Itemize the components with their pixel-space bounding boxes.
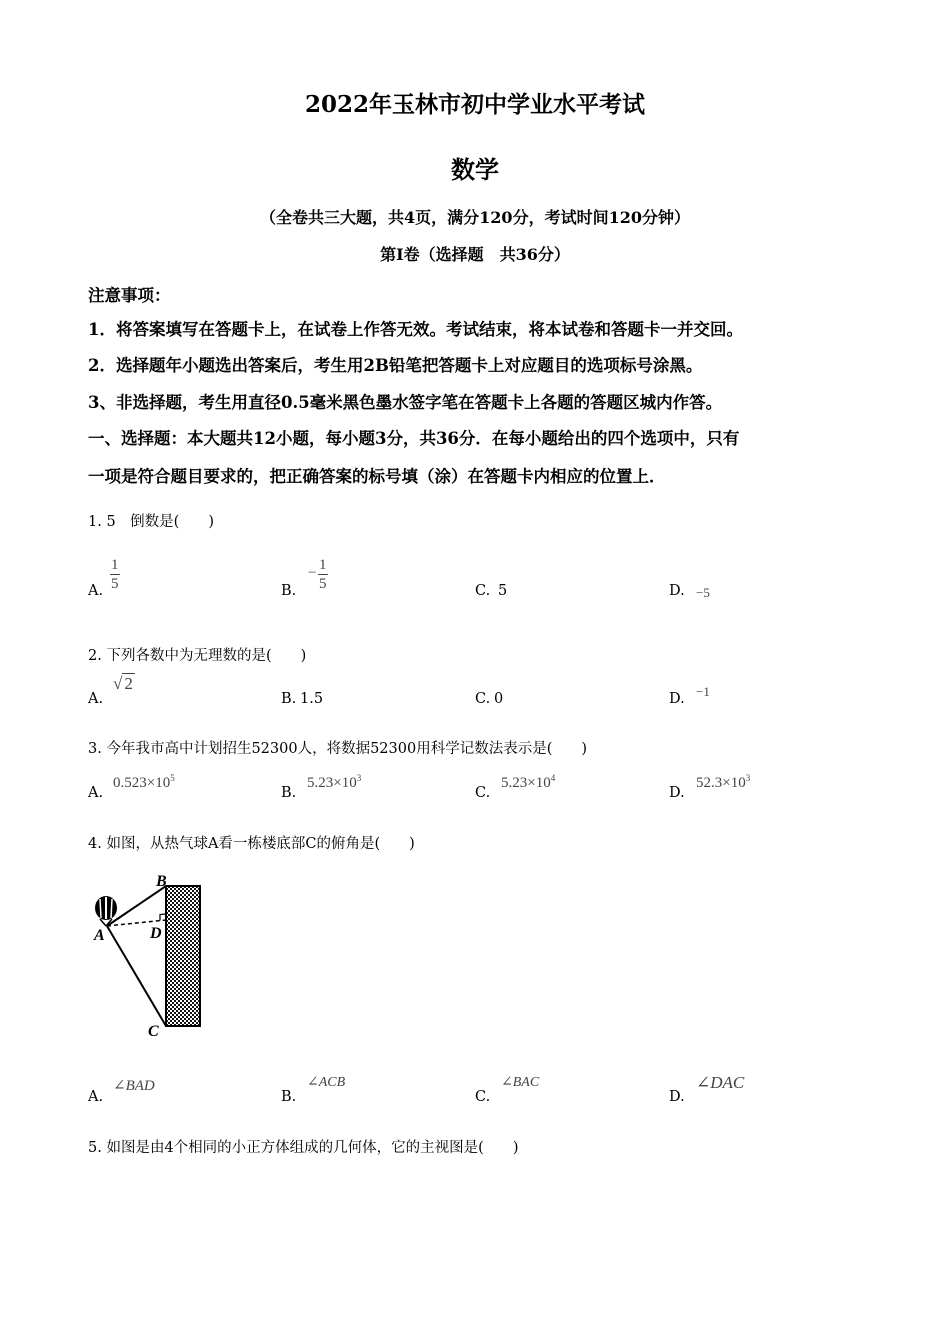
part-title: 第Ⅰ卷（选择题 共36分） [380, 245, 570, 264]
q1-option-a-fraction: $\frac{1}{5}$ [111, 557, 119, 592]
section-instruction-line-2: 一项是符合题目要求的，把正确答案的标号填（涂）在答题卡内相应的位置上． [88, 467, 666, 486]
question-4-options [88, 1073, 848, 1109]
building [166, 886, 200, 1026]
q4-label-c: C. [475, 1089, 491, 1105]
question-4-stem: 4. 如图，从热气球A看一栋楼底部C的俯角是( ) [88, 836, 415, 852]
q3-option-b: $5.23\times 10^3$ [307, 773, 362, 791]
question-1-options [88, 556, 848, 606]
note-item-2: 2．选择题年小题选出答案后，考生用2B铅笔把答题卡上对应题目的选项标号涂黑。 [88, 356, 703, 375]
label-c: C [148, 1023, 159, 1040]
question-1-stem: 1. 5 倒数是( ) [88, 514, 214, 530]
q3-option-a: $0.523\times 10^5$ [113, 773, 175, 791]
q1-label-a: A. [88, 583, 104, 599]
q3-label-d: D. [669, 785, 685, 801]
q2-option-d: −1 [696, 684, 710, 699]
label-a: A [94, 927, 105, 944]
question-2-options [88, 674, 848, 714]
q2-option-a-sqrt: √ 2 [113, 674, 133, 693]
q4-option-d: ∠DAC [696, 1073, 745, 1092]
q1-label-b: B. [281, 583, 297, 599]
q1-option-c: 5 [498, 583, 508, 599]
q3-label-a: A. [88, 785, 104, 801]
section-instruction-line-1: 一、选择题：本大题共12小题，每小题3分，共36分．在每小题给出的四个选项中，只有 [88, 429, 740, 448]
exam-title: 2022年玉林市初中学业水平考试 [304, 91, 645, 118]
q3-label-b: B. [281, 785, 297, 801]
question-2-stem: 2. 下列各数中为无理数的是( ) [88, 648, 307, 664]
q2-option-c: 0 [494, 691, 504, 707]
q2-label-a: A. [88, 691, 104, 707]
q4-option-b: ∠ACB [307, 1075, 346, 1090]
label-d: D [150, 925, 162, 942]
q4-label-a: A. [88, 1089, 104, 1105]
question-3-options [88, 770, 848, 806]
q4-label-d: D. [669, 1089, 685, 1105]
q1-label-d: D. [669, 583, 685, 599]
label-b: B [156, 873, 167, 890]
q2-option-b: 1.5 [300, 691, 324, 707]
q2-label-d: D. [669, 691, 685, 707]
subject-title: 数学 [451, 155, 499, 184]
q1-option-d: −5 [696, 585, 710, 600]
q3-label-c: C. [475, 785, 491, 801]
q2-label-b: B. [281, 691, 297, 707]
q2-label-c: C. [475, 691, 491, 707]
exam-info: （全卷共三大题，共4页，满分120分，考试时间120分钟） [260, 208, 690, 227]
q4-option-c: ∠BAC [501, 1075, 540, 1090]
q1-label-c: C. [475, 583, 491, 599]
question-5-stem: 5. 如图是由4个相同的小正方体组成的几何体，它的主视图是( ) [88, 1140, 519, 1156]
question-3-stem: 3. 今年我市高中计划招生52300人，将数据52300用科学记数法表示是( ) [88, 741, 588, 757]
q4-label-b: B. [281, 1089, 297, 1105]
q3-option-c: $5.23\times 10^4$ [501, 773, 556, 791]
q1-option-b-fraction: $\frac{1}{5}$ [319, 557, 327, 592]
notes-heading: 注意事项： [88, 286, 171, 305]
q4-option-a: ∠BAD [113, 1078, 155, 1094]
q1-option-b-minus: − [308, 565, 317, 581]
q3-option-d: $52.3\times 10^3$ [696, 773, 751, 791]
note-item-3: 3、非选择题，考生用直径0.5毫米黑色墨水签字笔在答题卡上各题的答题区城内作答。 [88, 393, 723, 412]
q4-balloon-building-figure [86, 868, 216, 1043]
note-item-1: 1．将答案填写在答题卡上，在试卷上作答无效。考试结束，将本试卷和答题卡一并交回。 [88, 320, 743, 339]
